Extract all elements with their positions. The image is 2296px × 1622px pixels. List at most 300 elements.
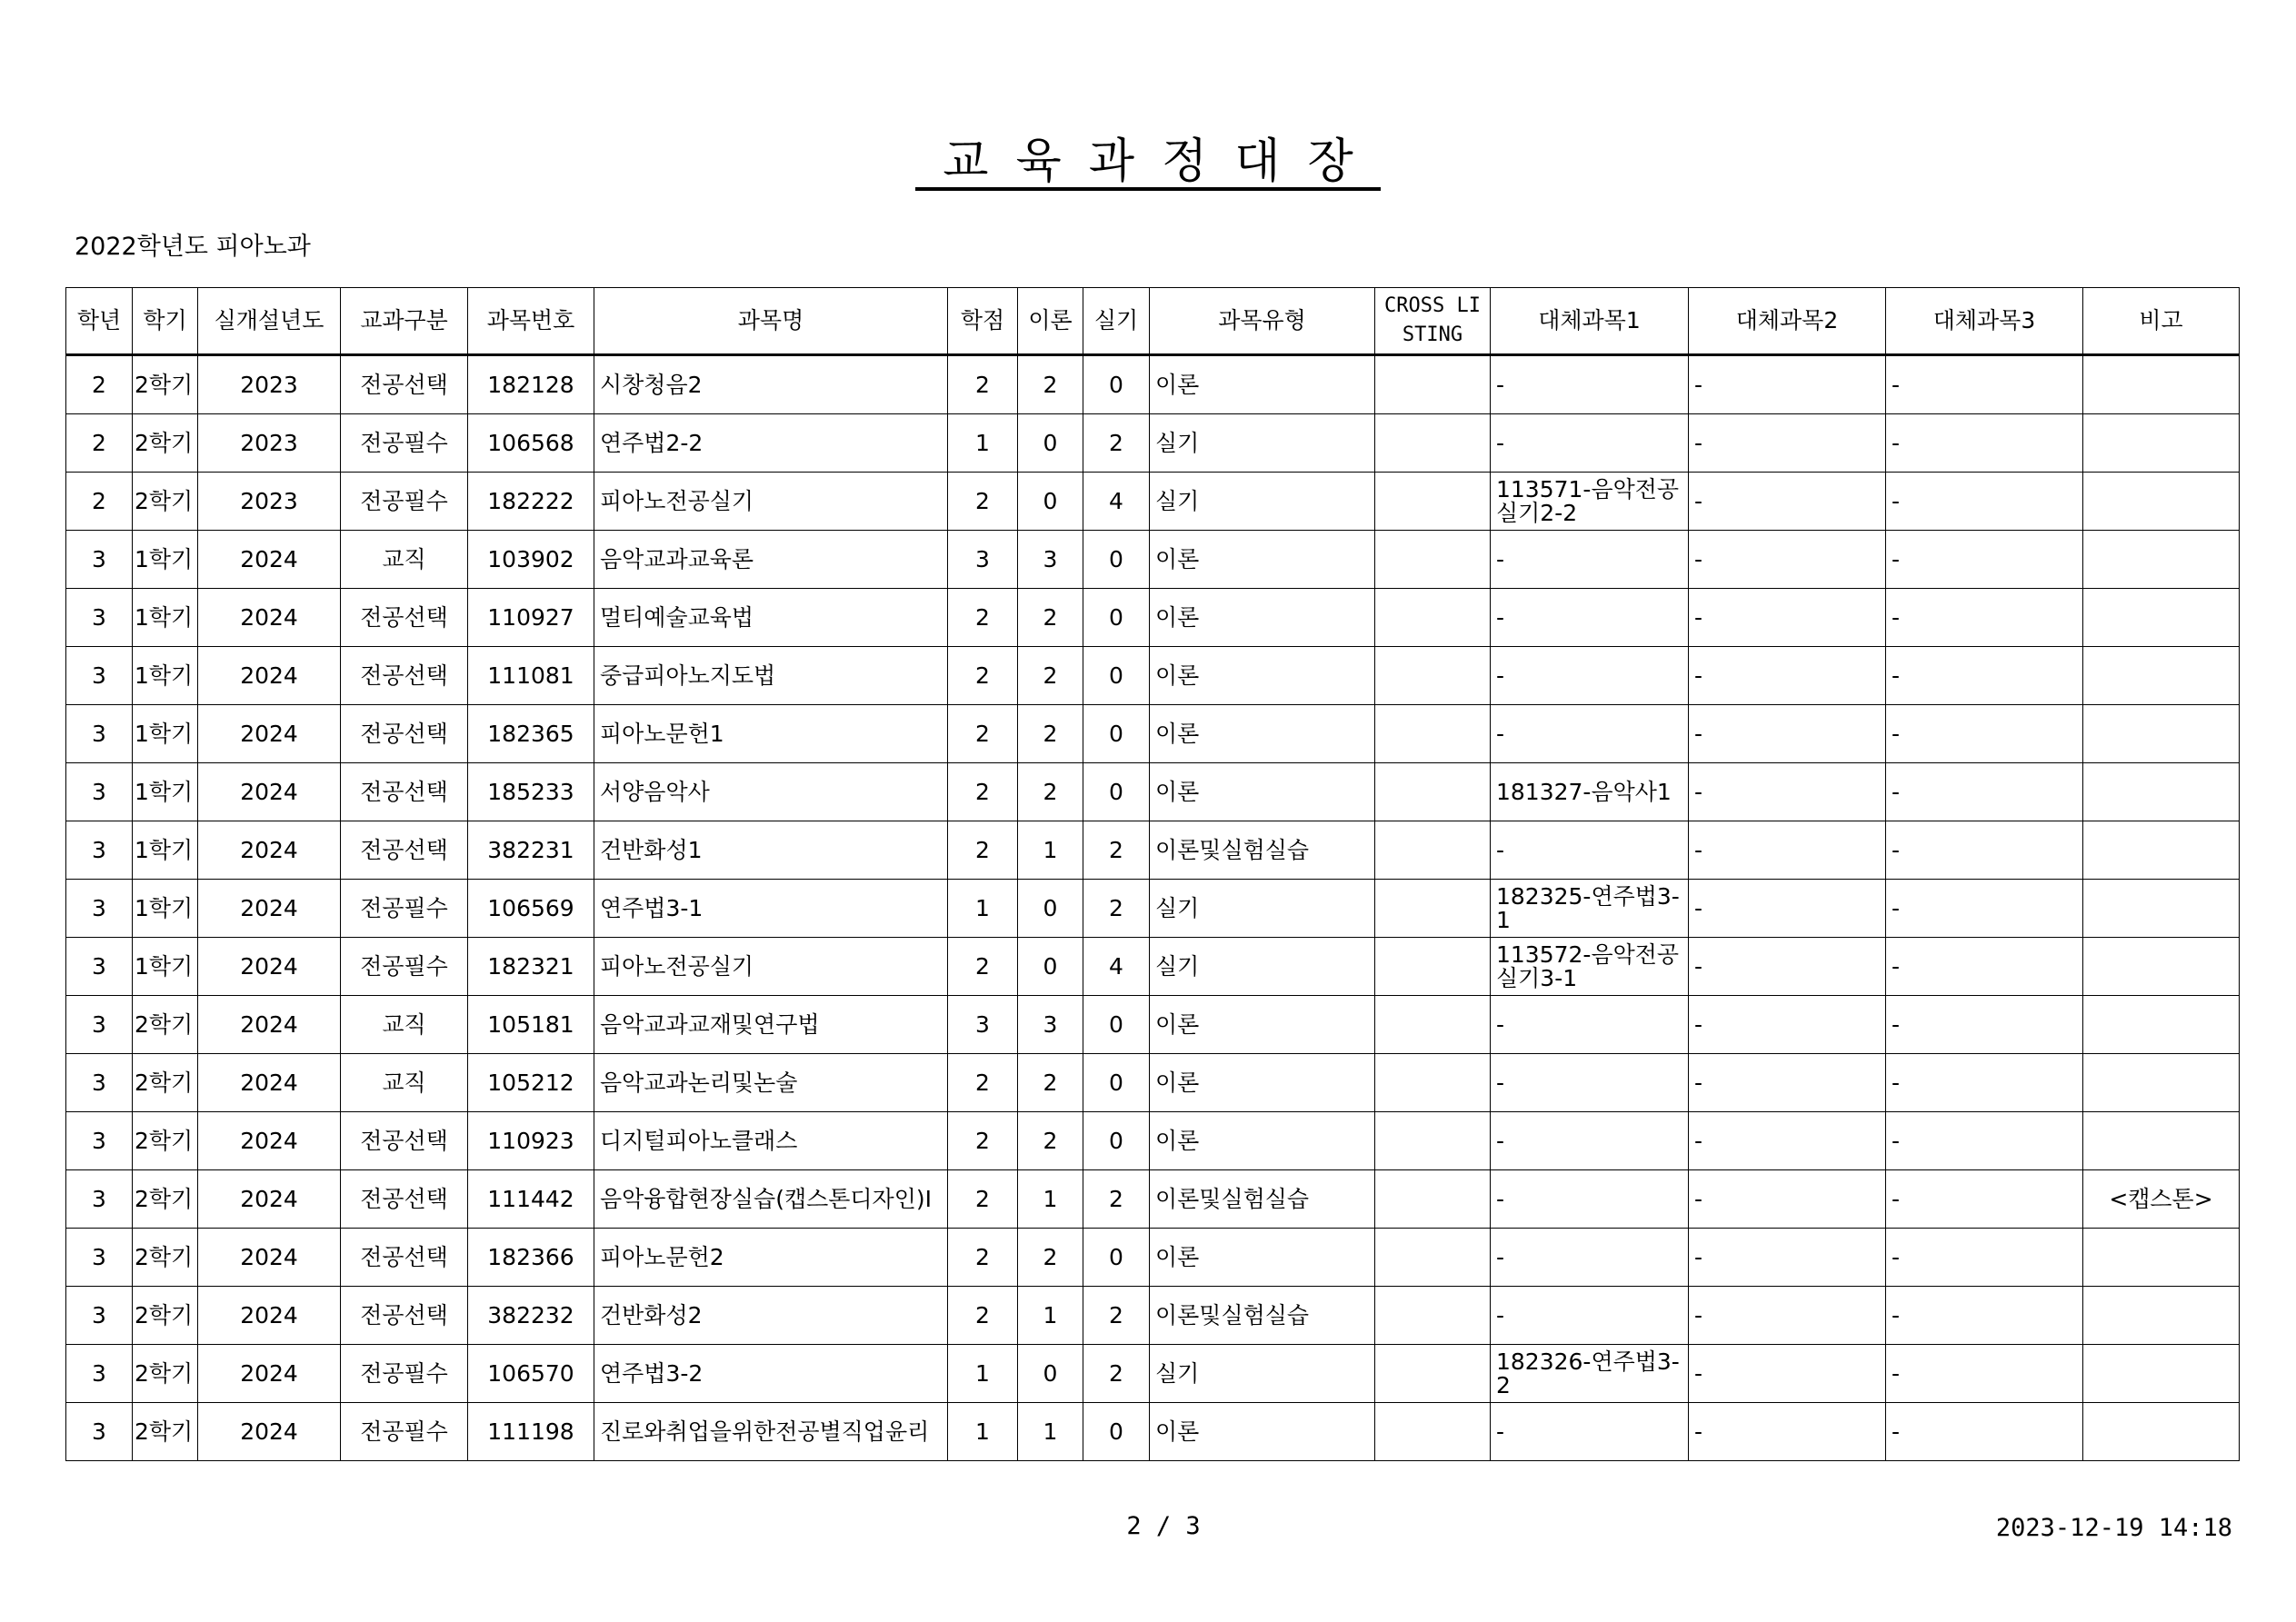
cell-course-name: 피아노문헌1 <box>594 705 948 763</box>
cell-practice: 0 <box>1083 1054 1150 1112</box>
header-cell: 실개설년도 <box>198 288 341 355</box>
cell-cross-listing <box>1375 1229 1491 1287</box>
curriculum-table <box>65 287 2240 1461</box>
cell-cross-listing <box>1375 1287 1491 1345</box>
cell-grade: 3 <box>66 1403 133 1461</box>
cell-credits: 2 <box>948 1112 1018 1170</box>
cell-substitute-1: - <box>1491 1287 1689 1345</box>
cell-remarks <box>2083 355 2240 414</box>
cell-course-name: 연주법2-2 <box>594 414 948 473</box>
cell-course-code: 111198 <box>468 1403 594 1461</box>
cell-course-name: 진로와취업을위한전공별직업윤리 <box>594 1403 948 1461</box>
cell-theory: 0 <box>1018 1345 1083 1403</box>
cell-cross-listing <box>1375 1345 1491 1403</box>
cell-substitute-2: - <box>1689 880 1886 938</box>
table-row <box>66 355 2240 414</box>
header-cell: 학년 <box>66 288 133 355</box>
cell-category: 전공선택 <box>341 355 468 414</box>
cell-cross-listing <box>1375 647 1491 705</box>
page-indicator: 2 / 3 <box>1126 1512 1201 1540</box>
cell-category: 전공필수 <box>341 938 468 996</box>
table-row <box>66 1345 2240 1403</box>
cell-substitute-2: - <box>1689 763 1886 821</box>
cell-substitute-3: - <box>1886 647 2083 705</box>
cell-course-type: 실기 <box>1150 473 1375 531</box>
header-cell: 과목번호 <box>468 288 594 355</box>
cell-practice: 2 <box>1083 1287 1150 1345</box>
cell-remarks <box>2083 647 2240 705</box>
cell-substitute-3: - <box>1886 1112 2083 1170</box>
cell-credits: 2 <box>948 1287 1018 1345</box>
cell-remarks <box>2083 996 2240 1054</box>
cell-remarks <box>2083 1345 2240 1403</box>
cell-grade: 3 <box>66 531 133 589</box>
cell-substitute-2: - <box>1689 531 1886 589</box>
cell-substitute-3: - <box>1886 705 2083 763</box>
cell-course-name: 피아노전공실기 <box>594 473 948 531</box>
cell-practice: 2 <box>1083 1345 1150 1403</box>
cell-category: 전공선택 <box>341 1170 468 1229</box>
cell-category: 전공선택 <box>341 1229 468 1287</box>
cell-substitute-2: - <box>1689 1345 1886 1403</box>
cell-open-year: 2024 <box>198 1170 341 1229</box>
cell-semester: 2학기 <box>133 1403 198 1461</box>
cell-course-type: 이론및실험실습 <box>1150 1287 1375 1345</box>
cell-course-code: 106570 <box>468 1345 594 1403</box>
cell-grade: 3 <box>66 1112 133 1170</box>
cell-course-code: 110923 <box>468 1112 594 1170</box>
cell-course-name: 음악교과논리및논술 <box>594 1054 948 1112</box>
cell-substitute-3: - <box>1886 880 2083 938</box>
cell-course-code: 182366 <box>468 1229 594 1287</box>
table-row <box>66 414 2240 473</box>
cell-course-name: 음악교과교육론 <box>594 531 948 589</box>
cell-cross-listing <box>1375 531 1491 589</box>
cell-practice: 0 <box>1083 589 1150 647</box>
cell-cross-listing <box>1375 473 1491 531</box>
cell-substitute-2: - <box>1689 1170 1886 1229</box>
cell-remarks <box>2083 1403 2240 1461</box>
cell-grade: 2 <box>66 414 133 473</box>
cell-semester: 1학기 <box>133 531 198 589</box>
table-header-row <box>66 288 2240 355</box>
cell-course-name: 음악융합현장실습(캡스톤디자인)Ⅰ <box>594 1170 948 1229</box>
cell-course-type: 이론 <box>1150 355 1375 414</box>
cell-category: 전공필수 <box>341 473 468 531</box>
cell-semester: 1학기 <box>133 705 198 763</box>
cell-theory: 2 <box>1018 1054 1083 1112</box>
cell-open-year: 2023 <box>198 355 341 414</box>
cell-practice: 0 <box>1083 647 1150 705</box>
cell-theory: 3 <box>1018 531 1083 589</box>
cell-grade: 3 <box>66 647 133 705</box>
cell-cross-listing <box>1375 821 1491 880</box>
cell-theory: 2 <box>1018 763 1083 821</box>
cell-substitute-2: - <box>1689 1403 1886 1461</box>
cell-course-name: 연주법3-2 <box>594 1345 948 1403</box>
cell-substitute-2: - <box>1689 1054 1886 1112</box>
table-row <box>66 705 2240 763</box>
header-cell: 과목유형 <box>1150 288 1375 355</box>
cell-course-name: 건반화성1 <box>594 821 948 880</box>
cell-open-year: 2024 <box>198 821 341 880</box>
cell-grade: 3 <box>66 821 133 880</box>
cell-grade: 2 <box>66 473 133 531</box>
cell-cross-listing <box>1375 1403 1491 1461</box>
cell-category: 전공필수 <box>341 1403 468 1461</box>
cell-semester: 1학기 <box>133 821 198 880</box>
cell-substitute-1: - <box>1491 1054 1689 1112</box>
header-cell: 실기 <box>1083 288 1150 355</box>
cell-course-type: 이론 <box>1150 589 1375 647</box>
cell-substitute-1: 182326-연주법3-2 <box>1491 1345 1689 1403</box>
cell-substitute-1: - <box>1491 821 1689 880</box>
cell-substitute-2: - <box>1689 821 1886 880</box>
cell-course-type: 실기 <box>1150 938 1375 996</box>
cell-semester: 2학기 <box>133 1054 198 1112</box>
cell-theory: 0 <box>1018 938 1083 996</box>
cell-practice: 4 <box>1083 938 1150 996</box>
cell-open-year: 2024 <box>198 880 341 938</box>
cell-course-type: 실기 <box>1150 880 1375 938</box>
cell-substitute-2: - <box>1689 1229 1886 1287</box>
cell-credits: 3 <box>948 531 1018 589</box>
cell-credits: 2 <box>948 589 1018 647</box>
cell-open-year: 2024 <box>198 589 341 647</box>
cell-cross-listing <box>1375 763 1491 821</box>
cell-credits: 2 <box>948 705 1018 763</box>
cell-substitute-1: - <box>1491 531 1689 589</box>
cell-substitute-2: - <box>1689 705 1886 763</box>
cell-substitute-1: - <box>1491 1229 1689 1287</box>
cell-category: 전공선택 <box>341 763 468 821</box>
cell-substitute-2: - <box>1689 1112 1886 1170</box>
cell-course-code: 106568 <box>468 414 594 473</box>
cell-semester: 2학기 <box>133 1229 198 1287</box>
cell-semester: 1학기 <box>133 589 198 647</box>
cell-substitute-1: - <box>1491 1170 1689 1229</box>
cell-substitute-2: - <box>1689 414 1886 473</box>
cell-substitute-3: - <box>1886 355 2083 414</box>
cell-category: 교직 <box>341 996 468 1054</box>
cell-theory: 2 <box>1018 1229 1083 1287</box>
cell-grade: 3 <box>66 589 133 647</box>
cell-course-type: 이론 <box>1150 763 1375 821</box>
cell-credits: 3 <box>948 996 1018 1054</box>
document-subtitle: 2022학년도 피아노과 <box>75 233 311 261</box>
cell-substitute-2: - <box>1689 589 1886 647</box>
cell-course-code: 105212 <box>468 1054 594 1112</box>
cell-open-year: 2024 <box>198 1403 341 1461</box>
cell-semester: 2학기 <box>133 1287 198 1345</box>
cell-category: 전공선택 <box>341 1287 468 1345</box>
cell-substitute-3: - <box>1886 1345 2083 1403</box>
cell-semester: 1학기 <box>133 880 198 938</box>
cell-remarks <box>2083 763 2240 821</box>
header-cell: 대체과목2 <box>1689 288 1886 355</box>
cell-practice: 4 <box>1083 473 1150 531</box>
cell-remarks <box>2083 589 2240 647</box>
cell-credits: 2 <box>948 1170 1018 1229</box>
cell-credits: 2 <box>948 355 1018 414</box>
cell-course-type: 이론 <box>1150 1403 1375 1461</box>
cell-category: 전공선택 <box>341 589 468 647</box>
cell-category: 전공선택 <box>341 705 468 763</box>
cell-theory: 0 <box>1018 473 1083 531</box>
cell-open-year: 2023 <box>198 473 341 531</box>
cell-course-type: 이론 <box>1150 996 1375 1054</box>
cell-course-code: 185233 <box>468 763 594 821</box>
cell-practice: 0 <box>1083 1112 1150 1170</box>
cell-open-year: 2024 <box>198 996 341 1054</box>
cell-theory: 2 <box>1018 705 1083 763</box>
table-row <box>66 938 2240 996</box>
table-row <box>66 1229 2240 1287</box>
table-row <box>66 1112 2240 1170</box>
cell-category: 전공필수 <box>341 1345 468 1403</box>
cell-cross-listing <box>1375 938 1491 996</box>
cell-course-code: 103902 <box>468 531 594 589</box>
cell-substitute-2: - <box>1689 996 1886 1054</box>
cell-grade: 3 <box>66 1229 133 1287</box>
cell-credits: 1 <box>948 1403 1018 1461</box>
cell-practice: 0 <box>1083 763 1150 821</box>
cell-course-name: 건반화성2 <box>594 1287 948 1345</box>
cell-semester: 2학기 <box>133 355 198 414</box>
cell-substitute-2: - <box>1689 1287 1886 1345</box>
cell-remarks <box>2083 531 2240 589</box>
header-cell: 대체과목3 <box>1886 288 2083 355</box>
cell-open-year: 2024 <box>198 1345 341 1403</box>
cell-semester: 1학기 <box>133 647 198 705</box>
header-cell: 학점 <box>948 288 1018 355</box>
cell-category: 전공필수 <box>341 414 468 473</box>
cell-course-name: 서양음악사 <box>594 763 948 821</box>
cell-course-code: 382232 <box>468 1287 594 1345</box>
cell-course-code: 110927 <box>468 589 594 647</box>
cell-substitute-3: - <box>1886 589 2083 647</box>
cell-credits: 2 <box>948 821 1018 880</box>
cell-category: 전공선택 <box>341 821 468 880</box>
table-row <box>66 763 2240 821</box>
cell-cross-listing <box>1375 1112 1491 1170</box>
cell-grade: 2 <box>66 355 133 414</box>
cell-grade: 3 <box>66 1054 133 1112</box>
cell-theory: 1 <box>1018 1287 1083 1345</box>
cell-remarks <box>2083 1112 2240 1170</box>
cell-practice: 0 <box>1083 355 1150 414</box>
cell-course-code: 182365 <box>468 705 594 763</box>
cell-grade: 3 <box>66 1345 133 1403</box>
cell-open-year: 2024 <box>198 531 341 589</box>
table-row <box>66 531 2240 589</box>
cell-theory: 3 <box>1018 996 1083 1054</box>
cell-semester: 2학기 <box>133 1112 198 1170</box>
header-cell: 과목명 <box>594 288 948 355</box>
cell-cross-listing <box>1375 996 1491 1054</box>
cell-course-name: 음악교과교재및연구법 <box>594 996 948 1054</box>
header-cell-cross-listing: CROSS LISTING <box>1375 288 1491 355</box>
cell-course-name: 중급피아노지도법 <box>594 647 948 705</box>
cell-practice: 2 <box>1083 880 1150 938</box>
cell-cross-listing <box>1375 880 1491 938</box>
cell-substitute-1: - <box>1491 589 1689 647</box>
cell-remarks <box>2083 1054 2240 1112</box>
cell-theory: 0 <box>1018 414 1083 473</box>
cell-substitute-1: 113572-음악전공실기3-1 <box>1491 938 1689 996</box>
cell-substitute-2: - <box>1689 355 1886 414</box>
cell-substitute-3: - <box>1886 996 2083 1054</box>
cell-substitute-3: - <box>1886 1403 2083 1461</box>
cell-credits: 1 <box>948 1345 1018 1403</box>
cell-course-type: 이론 <box>1150 1229 1375 1287</box>
cell-open-year: 2024 <box>198 1054 341 1112</box>
cell-course-type: 실기 <box>1150 414 1375 473</box>
cell-category: 교직 <box>341 1054 468 1112</box>
cell-semester: 2학기 <box>133 996 198 1054</box>
cell-remarks <box>2083 1287 2240 1345</box>
cell-substitute-3: - <box>1886 1229 2083 1287</box>
cell-practice: 0 <box>1083 996 1150 1054</box>
cell-theory: 2 <box>1018 355 1083 414</box>
cell-semester: 1학기 <box>133 938 198 996</box>
cell-theory: 2 <box>1018 1112 1083 1170</box>
cell-open-year: 2024 <box>198 1112 341 1170</box>
table-row <box>66 647 2240 705</box>
cell-substitute-3: - <box>1886 1054 2083 1112</box>
cell-credits: 2 <box>948 647 1018 705</box>
cell-remarks <box>2083 821 2240 880</box>
cell-practice: 0 <box>1083 531 1150 589</box>
cell-cross-listing <box>1375 355 1491 414</box>
cell-category: 전공필수 <box>341 880 468 938</box>
cell-practice: 2 <box>1083 1170 1150 1229</box>
cell-grade: 3 <box>66 996 133 1054</box>
cell-course-name: 연주법3-1 <box>594 880 948 938</box>
cell-remarks <box>2083 880 2240 938</box>
table-row <box>66 589 2240 647</box>
table-body <box>66 355 2240 1461</box>
cell-course-code: 382231 <box>468 821 594 880</box>
cell-cross-listing <box>1375 1054 1491 1112</box>
table-row <box>66 1170 2240 1229</box>
cell-practice: 2 <box>1083 414 1150 473</box>
cell-course-code: 111081 <box>468 647 594 705</box>
cell-course-type: 이론 <box>1150 1112 1375 1170</box>
cell-substitute-3: - <box>1886 1170 2083 1229</box>
cell-semester: 2학기 <box>133 1170 198 1229</box>
cell-open-year: 2023 <box>198 414 341 473</box>
header-cell: 학기 <box>133 288 198 355</box>
cell-theory: 1 <box>1018 821 1083 880</box>
page-title: 교육과정대장 <box>0 134 2296 191</box>
cell-theory: 2 <box>1018 647 1083 705</box>
cell-credits: 2 <box>948 763 1018 821</box>
cell-substitute-2: - <box>1689 647 1886 705</box>
cell-open-year: 2024 <box>198 763 341 821</box>
cell-substitute-1: - <box>1491 355 1689 414</box>
cell-substitute-3: - <box>1886 531 2083 589</box>
cell-cross-listing <box>1375 414 1491 473</box>
cell-substitute-1: - <box>1491 996 1689 1054</box>
cell-practice: 0 <box>1083 1403 1150 1461</box>
cell-course-code: 106569 <box>468 880 594 938</box>
table-row <box>66 880 2240 938</box>
cell-course-type: 이론및실험실습 <box>1150 1170 1375 1229</box>
cell-grade: 3 <box>66 938 133 996</box>
header-cell: 이론 <box>1018 288 1083 355</box>
cell-credits: 2 <box>948 473 1018 531</box>
cell-substitute-2: - <box>1689 938 1886 996</box>
cell-substitute-1: - <box>1491 705 1689 763</box>
cell-grade: 3 <box>66 705 133 763</box>
cell-course-name: 피아노전공실기 <box>594 938 948 996</box>
cell-grade: 3 <box>66 1170 133 1229</box>
cell-cross-listing <box>1375 589 1491 647</box>
cell-course-code: 182321 <box>468 938 594 996</box>
cell-category: 교직 <box>341 531 468 589</box>
cell-credits: 1 <box>948 414 1018 473</box>
cell-open-year: 2024 <box>198 1287 341 1345</box>
header-cell: 비고 <box>2083 288 2240 355</box>
table-row <box>66 821 2240 880</box>
cell-course-name: 시창청음2 <box>594 355 948 414</box>
cell-course-type: 이론 <box>1150 1054 1375 1112</box>
table-row <box>66 473 2240 531</box>
cell-open-year: 2024 <box>198 938 341 996</box>
cell-course-name: 멀티예술교육법 <box>594 589 948 647</box>
cell-substitute-3: - <box>1886 763 2083 821</box>
cell-remarks <box>2083 414 2240 473</box>
cell-grade: 3 <box>66 880 133 938</box>
cell-remarks <box>2083 938 2240 996</box>
cell-course-type: 이론 <box>1150 531 1375 589</box>
cell-substitute-1: - <box>1491 1112 1689 1170</box>
cell-remarks: <캡스톤> <box>2083 1170 2240 1229</box>
cell-course-type: 이론 <box>1150 647 1375 705</box>
cell-semester: 2학기 <box>133 414 198 473</box>
cell-substitute-1: 181327-음악사1 <box>1491 763 1689 821</box>
cell-category: 전공선택 <box>341 1112 468 1170</box>
cell-substitute-1: - <box>1491 647 1689 705</box>
table-row <box>66 1403 2240 1461</box>
cell-course-code: 182222 <box>468 473 594 531</box>
table-row <box>66 1287 2240 1345</box>
cell-theory: 1 <box>1018 1403 1083 1461</box>
cell-credits: 1 <box>948 880 1018 938</box>
cell-course-name: 피아노문헌2 <box>594 1229 948 1287</box>
cell-cross-listing <box>1375 1170 1491 1229</box>
cell-theory: 1 <box>1018 1170 1083 1229</box>
cell-semester: 2학기 <box>133 473 198 531</box>
cell-substitute-3: - <box>1886 414 2083 473</box>
cell-credits: 2 <box>948 938 1018 996</box>
cell-substitute-3: - <box>1886 473 2083 531</box>
cell-substitute-3: - <box>1886 1287 2083 1345</box>
cell-open-year: 2024 <box>198 647 341 705</box>
cell-substitute-1: 113571-음악전공실기2-2 <box>1491 473 1689 531</box>
cell-course-type: 이론및실험실습 <box>1150 821 1375 880</box>
cell-course-type: 실기 <box>1150 1345 1375 1403</box>
cell-theory: 0 <box>1018 880 1083 938</box>
cell-remarks <box>2083 1229 2240 1287</box>
cell-substitute-1: 182325-연주법3-1 <box>1491 880 1689 938</box>
cell-cross-listing <box>1375 705 1491 763</box>
cell-course-code: 182128 <box>468 355 594 414</box>
cell-remarks <box>2083 473 2240 531</box>
cell-open-year: 2024 <box>198 1229 341 1287</box>
cell-grade: 3 <box>66 1287 133 1345</box>
